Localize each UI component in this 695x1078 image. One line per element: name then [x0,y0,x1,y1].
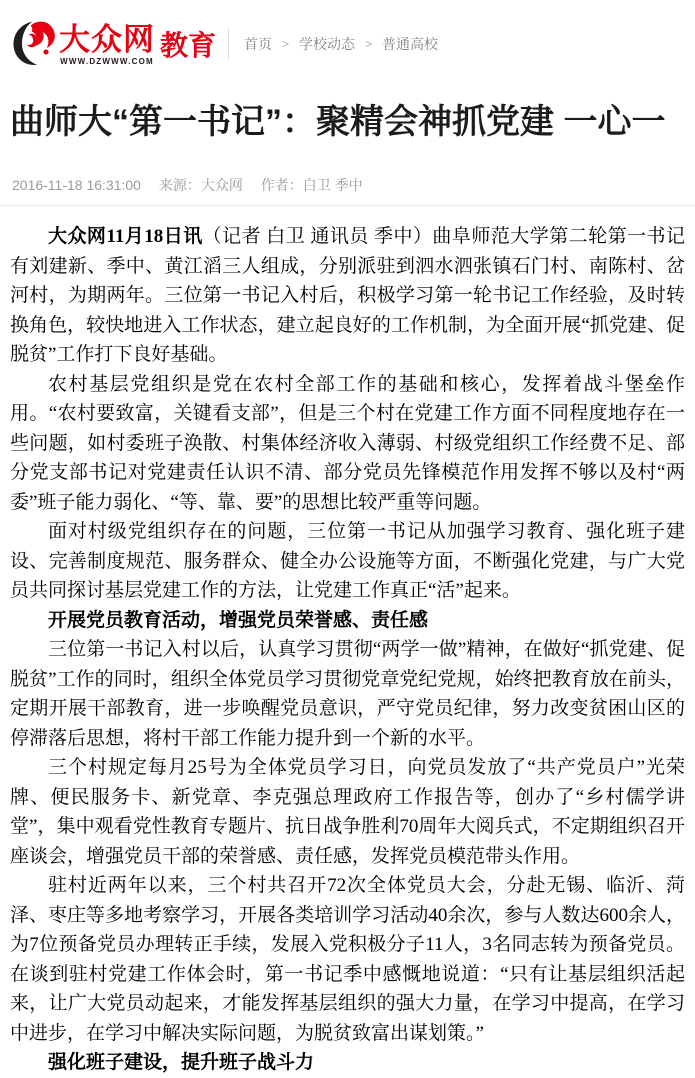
breadcrumb-general-colleges[interactable]: 普通高校 [382,36,439,52]
site-name: 大众网 [59,21,155,57]
paragraph: 三位第一书记入村以后，认真学习贯彻“两学一做”精神，在做好“抓党建、促脱贫”工作的同时，组织全体党员学习贯彻党章党纪党规，始终把教育放在前头，定期开展干部教育，进一步唤醒党员意识，严守党员纪律，努力改变贫困山区的停滞落后思想，将村干部工作能力提升到一个新的水平。 [10,639,685,749]
site-header [0,0,695,74]
paragraph [10,222,685,370]
author-label: 作者： [260,177,303,193]
paragraph-lead: 大众网11月18日讯 [48,226,203,247]
source-value: 大众网 [200,177,243,193]
article-source [159,177,243,193]
section-subheading: 强化班子建设，提升班子战斗力 [48,1052,315,1073]
breadcrumb-separator-icon: > [365,37,373,51]
source-label: 来源： [158,177,201,193]
publish-datetime: 2016-11-18 16:31:00 [12,177,141,193]
site-url: WWW.DZWWW.COM [60,56,154,66]
paragraph: 三个村规定每月25号为全体党员学习日，向党员发放了“共产党员户”光荣牌、便民服务卡、新党章、李克强总理政府工作报告等，创办了“乡村儒学讲堂”，集中观看党性教育专题片、抗日战争胜利70周年大阅兵式，不定期组织召开座谈会，增强党员干部的荣誉感、责任感，发挥党员模范带头作用。 [10,757,685,867]
section-subheading: 开展党员教育活动，增强党员荣誉感、责任感 [48,609,429,631]
article-meta [12,175,695,195]
breadcrumb-separator-icon: > [282,37,290,51]
paragraph: 驻村近两年以来，三个村共召开72次全体党员大会，分赴无锡、临沂、菏泽、枣庄等多地考察学习，开展各类培训学习活动40余次，参与人数达600余人，为7位预备党员办理转正手续，发展入党积极分子11人，3名同志转为预备党员。在谈到驻村党建工作体会时，第一书记季中感慨地说道：“只有让基层组织活起来，让广大党员动起来，才能发挥基层组织的强大力量，在学习中提高，在学习中进步，在学习中解决实际问题，为脱贫致富出谋划策。” [10,875,685,1044]
breadcrumb [244,34,438,54]
article-title: 曲师大“第一书记”：聚精会神抓党建 一心一 [10,103,666,141]
dzwww-flame-logo-icon [10,17,58,71]
paragraph: 农村基层党组织是党在农村全部工作的基础和核心，发挥着战斗堡垒作用。“农村要致富，关键看支部”，但是三个村在党建工作方面不同程度地存在一些问题，如村委班子涣散、村集体经济收入薄弱、村级党组织工作经费不足、部分党支部书记对党建责任认识不清、部分党员先锋模范作用发挥不够以及村“两委”班子能力弱化、“等、靠、要”的思想比较严重等问题。 [10,373,685,513]
breadcrumb-home[interactable]: 首页 [244,36,273,52]
paragraph: 面对村级党组织存在的问题，三位第一书记从加强学习教育、强化班子建设、完善制度规范、服务群众、健全办公设施等方面，不断强化党建，与广大党员共同探讨基层党建工作的方法，让党建工作真正“活”起来。 [10,521,685,601]
article-author [261,177,363,193]
site-logo[interactable] [10,17,216,71]
header-vertical-divider [228,28,229,60]
author-value: 白卫 季中 [302,177,363,193]
site-name-block [59,23,155,66]
article-body [0,206,695,1078]
breadcrumb-school-news[interactable]: 学校动态 [299,36,356,52]
channel-label: 教育 [160,30,217,61]
paragraph-text: （记者 白卫 通讯员 季中）曲阜师范大学第二轮第一书记有刘建新、季中、黄江滔三人组成，分别派驻到泗水泗张镇石门村、南陈村、岔河村，为期两年。三位第一书记入村后，积极学习第一轮书记工作经验，及时转换角色，较快地进入工作状态，建立起良好的工作机制，为全面开展“抓党建、促脱贫”工作打下良好基础。 [10,226,685,365]
